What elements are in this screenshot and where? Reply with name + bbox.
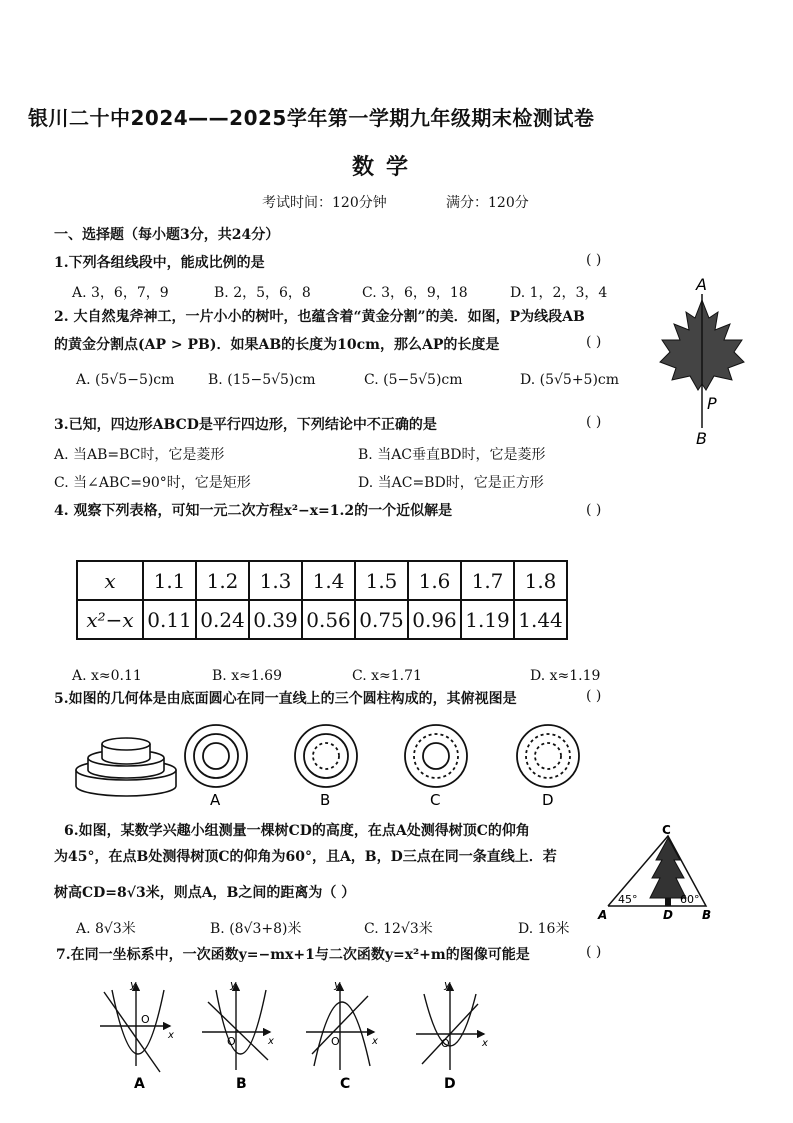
top-view-c	[405, 725, 467, 787]
q3-option-a: A. 当AB=BC时，它是菱形	[54, 447, 225, 463]
angle-45: 45°	[618, 893, 638, 906]
table-cell: 0.96	[408, 600, 461, 639]
top-view-d	[517, 725, 579, 787]
q4-option-b: B. x≈1.69	[212, 668, 282, 684]
q6-line1: 6.如图，某数学兴趣小组测量一棵树CD的高度，在点A处测得树顶C的仰角	[64, 823, 530, 839]
q5-stem: 5.如图的几何体是由底面圆心在同一直线上的三个圆柱构成的，其俯视图是	[54, 691, 517, 707]
table-cell: 1.3	[249, 561, 302, 600]
label-a: A	[598, 908, 608, 922]
graph-d	[416, 984, 484, 1070]
origin-c: O	[331, 1035, 340, 1048]
axis-x-c: x	[372, 1036, 378, 1047]
table-row-fx	[77, 600, 567, 639]
q2-line1: 2. 大自然鬼斧神工，一片小小的树叶，也蕴含着“黄金分割”的美．如图，P为线段AB	[54, 309, 585, 325]
label-b: B	[236, 1076, 247, 1092]
q6-option-b: B. (8√3+8)米	[210, 921, 302, 937]
graph-c	[306, 984, 374, 1070]
table-cell: 0.24	[196, 600, 249, 639]
q2-line2: 的黄金分割点(AP > PB)．如果AB的长度为10cm，那么AP的长度是	[54, 337, 500, 353]
q3-stem: 3.已知，四边形ABCD是平行四边形，下列结论中不正确的是	[54, 417, 437, 433]
axis-y-d: y	[444, 978, 451, 991]
table-cell: 0.39	[249, 600, 302, 639]
axis-x-a: x	[168, 1030, 174, 1041]
angle-60: 60°	[680, 893, 700, 906]
label-d: D	[444, 1076, 456, 1092]
table-head-x: x	[77, 561, 143, 600]
origin-a: O	[141, 1013, 150, 1026]
top-view-b	[295, 725, 357, 787]
q7-graphs	[90, 978, 510, 1093]
label-c: C	[662, 823, 671, 837]
table-cell: 0.56	[302, 600, 355, 639]
table-cell: 1.4	[302, 561, 355, 600]
section-heading: 一、选择题（每小题3分，共24分）	[54, 227, 280, 243]
q2-option-d: D. (5√5+5)cm	[520, 372, 620, 388]
q2-answer-paren: ( )	[586, 334, 602, 350]
label-b: B	[696, 429, 707, 448]
q4-value-table	[76, 560, 568, 640]
q3-option-d: D. 当AC=BD时，它是正方形	[358, 475, 544, 491]
q5-figures	[68, 720, 588, 820]
label-a: A	[696, 275, 707, 294]
table-cell: 1.7	[461, 561, 514, 600]
q3-answer-paren: ( )	[586, 414, 602, 430]
axis-x-b: x	[268, 1036, 274, 1047]
top-view-a	[185, 725, 247, 787]
label-d: D	[663, 908, 673, 922]
table-head-fx: x²−x	[77, 600, 143, 639]
q1-option-b: B. 2，5，6，8	[214, 285, 311, 301]
q2-option-b: B. (15−5√5)cm	[208, 372, 316, 388]
q1-option-c: C. 3，6，9，18	[362, 285, 468, 301]
table-cell: 1.1	[143, 561, 196, 600]
q6-line3: 树高CD=8√3米，则点A，B之间的距离为（ ）	[54, 885, 356, 901]
label-d: D	[542, 791, 554, 809]
q6-option-c: C. 12√3米	[364, 921, 433, 937]
tree-figure	[596, 822, 716, 922]
q4-option-d: D. x≈1.19	[530, 668, 601, 684]
label-c: C	[430, 791, 441, 809]
q2-option-c: C. (5−5√5)cm	[364, 372, 463, 388]
q3-option-b: B. 当AC垂直BD时，它是菱形	[358, 447, 546, 463]
q4-answer-paren: ( )	[586, 502, 602, 518]
origin-d: O	[441, 1037, 450, 1050]
table-cell: 1.19	[461, 600, 514, 639]
q1-answer-paren: ( )	[586, 252, 602, 268]
full-score: 满分：120分	[446, 195, 529, 211]
q2-option-a: A. (5√5−5)cm	[76, 372, 175, 388]
q6-option-d: D. 16米	[518, 921, 570, 937]
table-cell: 0.75	[355, 600, 408, 639]
axis-y-b: y	[230, 978, 237, 991]
table-cell: 1.44	[514, 600, 567, 639]
q1-option-d: D. 1，2，3，4	[510, 285, 608, 301]
label-p: P	[707, 394, 717, 413]
q4-stem: 4. 观察下列表格，可知一元二次方程x²−x=1.2的一个近似解是	[54, 503, 453, 519]
graph-b	[202, 984, 270, 1070]
label-b: B	[320, 791, 331, 809]
table-cell: 1.2	[196, 561, 249, 600]
q7-stem: 7.在同一坐标系中，一次函数y=−mx+1与二次函数y=x²+m的图像可能是	[56, 947, 530, 963]
leaf-figure	[652, 272, 752, 452]
q1-stem: 1.下列各组线段中，能成比例的是	[54, 255, 265, 271]
axis-x-d: x	[482, 1038, 488, 1049]
q6-line2: 为45°，在点B处测得树顶C的仰角为60°，且A，B，D三点在同一条直线上．若	[54, 849, 557, 865]
label-b: B	[702, 908, 712, 922]
cylinder-solid	[76, 738, 176, 796]
q1-option-a: A. 3，6，7，9	[72, 285, 169, 301]
table-cell: 1.5	[355, 561, 408, 600]
axis-y-c: y	[334, 978, 341, 991]
q5-answer-paren: ( )	[586, 688, 602, 704]
origin-b: O	[227, 1035, 236, 1048]
table-cell: 0.11	[143, 600, 196, 639]
q4-option-a: A. x≈0.11	[72, 668, 142, 684]
graph-a	[100, 984, 170, 1072]
table-row-x	[77, 561, 567, 600]
q3-option-c: C. 当∠ABC=90°时，它是矩形	[54, 475, 251, 491]
subject-title: 数学	[352, 155, 421, 180]
axis-y-a: y	[130, 978, 137, 991]
table-cell: 1.6	[408, 561, 461, 600]
label-a: A	[210, 791, 221, 809]
label-c: C	[340, 1076, 351, 1092]
label-a: A	[134, 1076, 145, 1092]
table-cell: 1.8	[514, 561, 567, 600]
exam-time: 考试时间：120分钟	[262, 195, 387, 211]
q4-option-c: C. x≈1.71	[352, 668, 422, 684]
exam-title: 银川二十中2024——2025学年第一学期九年级期末检测试卷	[28, 106, 595, 130]
q6-option-a: A. 8√3米	[76, 921, 136, 937]
q7-answer-paren: ( )	[586, 944, 602, 960]
